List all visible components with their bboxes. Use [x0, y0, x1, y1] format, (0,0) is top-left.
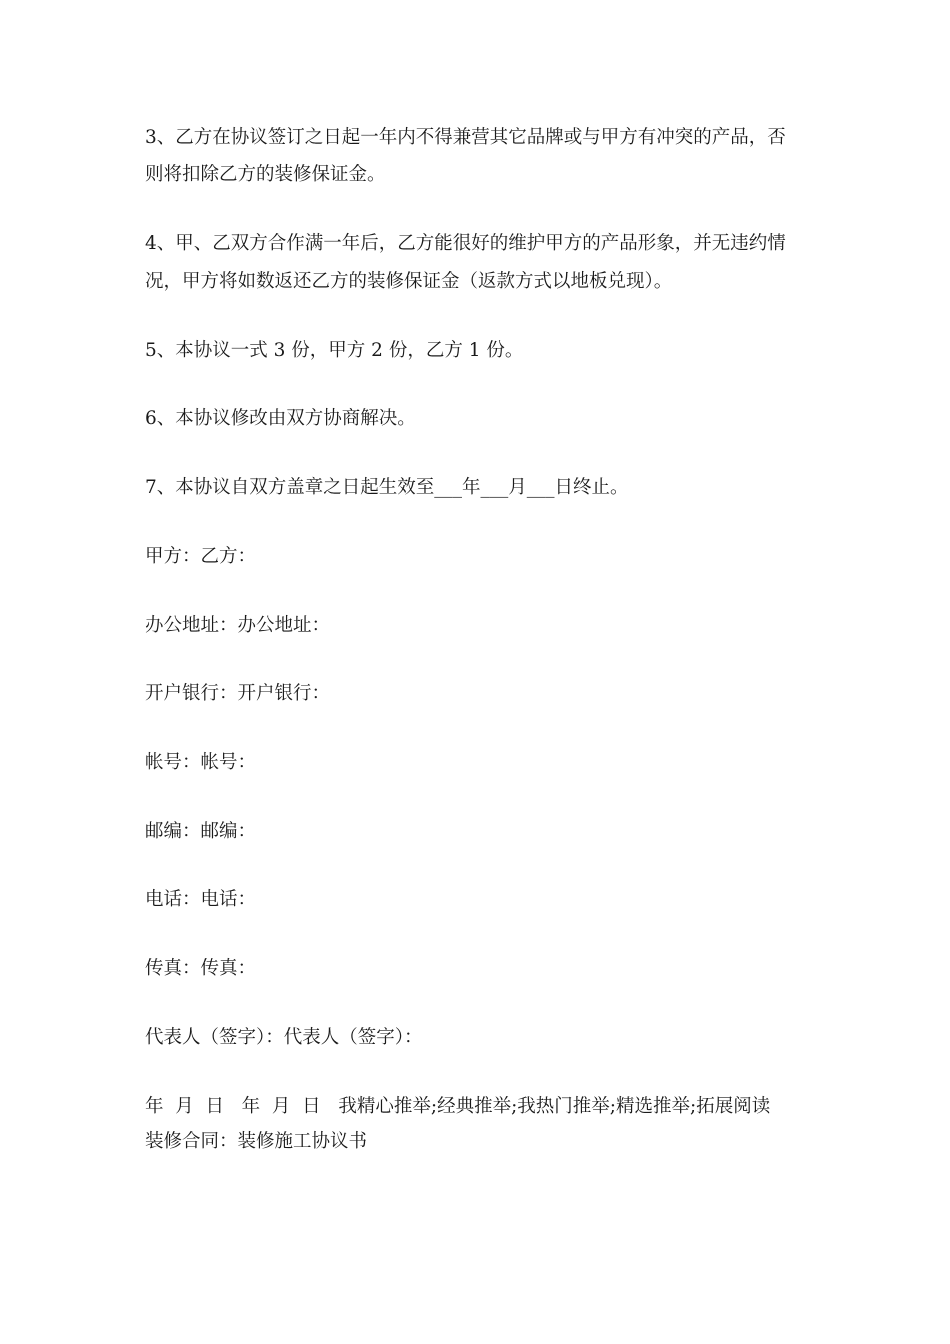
- clause-3-line-1: 3、乙方在协议签订之日起一年内不得兼营其它品牌或与甲方有冲突的产品，否: [145, 127, 786, 148]
- representative-line: 代表人（签字）：代表人（签字）：: [145, 1027, 423, 1048]
- fax-line: 传真：传真：: [145, 958, 257, 979]
- date-line: 年 月 日 年 月 日 我精心推举;经典推举;我热门推举;精选推举;拓展阅读: [145, 1096, 771, 1117]
- clause-6: 6、本协议修改由双方协商解决。: [145, 408, 416, 429]
- account-line: 帐号：帐号：: [145, 752, 257, 773]
- clause-4-line-1: 4、甲、乙双方合作满一年后，乙方能很好的维护甲方的产品形象，并无违约情: [145, 233, 786, 254]
- clause-5: 5、本协议一式 3 份，甲方 2 份，乙方 1 份。: [145, 340, 524, 361]
- clause-3-line-2: 则将扣除乙方的装修保证金。: [145, 164, 386, 185]
- postcode-line: 邮编：邮编：: [145, 821, 257, 842]
- address-line: 办公地址：办公地址：: [145, 615, 331, 636]
- parties-line: 甲方：乙方：: [145, 546, 257, 567]
- footer-title: 装修合同：装修施工协议书: [145, 1131, 368, 1152]
- phone-line: 电话：电话：: [145, 889, 257, 910]
- clause-7: 7、本协议自双方盖章之日起生效至___年___月___日终止。: [145, 477, 629, 498]
- bank-line: 开户银行：开户银行：: [145, 683, 331, 704]
- clause-4-line-2: 况，甲方将如数返还乙方的装修保证金（返款方式以地板兑现）。: [145, 271, 673, 292]
